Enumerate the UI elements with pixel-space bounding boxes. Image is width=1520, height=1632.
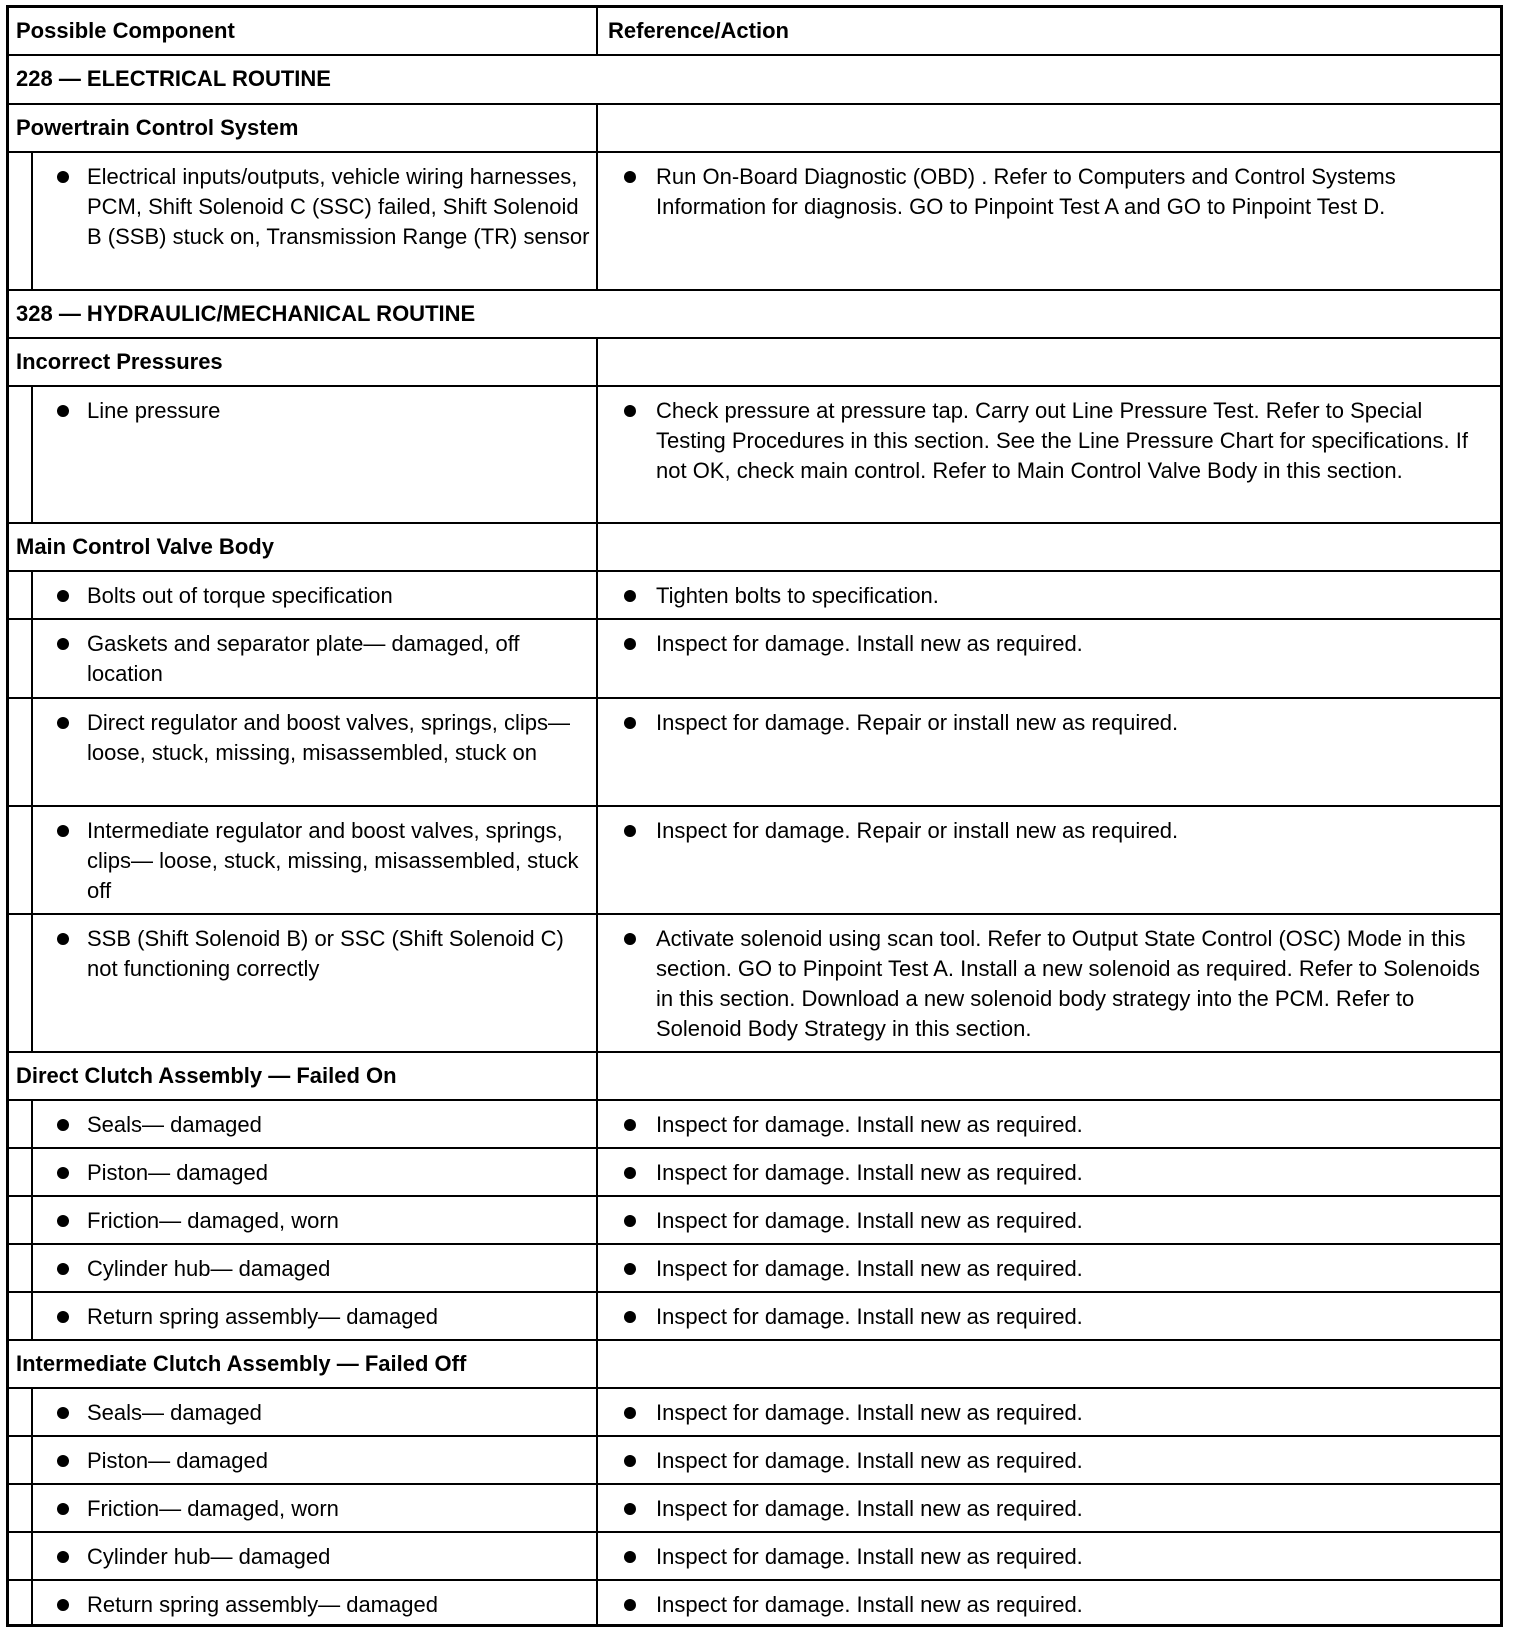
action-cell bbox=[598, 1101, 1500, 1147]
component-text: Cylinder hub— damaged bbox=[87, 1544, 331, 1569]
component-text: Intermediate regulator and boost valves, springs, clips— loose, stuck, missing, misassembled, stuck off bbox=[87, 818, 579, 903]
table-row bbox=[9, 618, 1500, 697]
component-cell bbox=[9, 1149, 598, 1195]
group-header-row bbox=[9, 103, 1500, 151]
action-text: Tighten bolts to specification. bbox=[656, 583, 939, 608]
table-row bbox=[9, 1483, 1500, 1531]
action-text: Inspect for damage. Install new as required. bbox=[656, 1112, 1083, 1137]
section-header-cell bbox=[9, 291, 1500, 337]
table-row bbox=[9, 697, 1500, 805]
group-header-empty-cell bbox=[598, 1341, 1500, 1387]
action-cell bbox=[598, 1197, 1500, 1243]
bullet-icon bbox=[57, 825, 69, 837]
group-header-row bbox=[9, 1051, 1500, 1099]
group-header-cell bbox=[9, 339, 598, 385]
component-text: Direct regulator and boost valves, springs, clips— loose, stuck, missing, misassembled, stuck on bbox=[87, 710, 570, 765]
component-text: Return spring assembly— damaged bbox=[87, 1304, 438, 1329]
group-header-cell bbox=[9, 524, 598, 570]
bullet-icon bbox=[57, 1551, 69, 1563]
bullet-icon bbox=[57, 933, 69, 945]
bullet-icon bbox=[57, 638, 69, 650]
action-text: Inspect for damage. Install new as required. bbox=[656, 1448, 1083, 1473]
action-cell bbox=[598, 1149, 1500, 1195]
table-row bbox=[9, 1099, 1500, 1147]
action-cell bbox=[598, 1389, 1500, 1435]
table-row bbox=[9, 913, 1500, 1051]
bullet-icon bbox=[57, 717, 69, 729]
group-header-row bbox=[9, 522, 1500, 570]
action-cell bbox=[598, 699, 1500, 805]
component-cell bbox=[9, 1197, 598, 1243]
table-row bbox=[9, 1291, 1500, 1339]
component-cell bbox=[9, 1101, 598, 1147]
bullet-icon bbox=[57, 171, 69, 183]
component-cell bbox=[9, 1245, 598, 1291]
table-body bbox=[9, 54, 1500, 1624]
bullet-icon bbox=[57, 1215, 69, 1227]
bullet-icon bbox=[624, 1167, 636, 1179]
component-cell bbox=[9, 1293, 598, 1339]
section-title: 328 — HYDRAULIC/MECHANICAL ROUTINE bbox=[16, 301, 476, 326]
component-cell bbox=[9, 699, 598, 805]
action-text: Run On-Board Diagnostic (OBD) . Refer to Computers and Control Systems Information for diagnosis. GO to Pinpoint Test A and GO to Pinpoint Test D. bbox=[656, 164, 1396, 219]
component-text: Gaskets and separator plate— damaged, off location bbox=[87, 631, 520, 686]
component-cell bbox=[9, 1437, 598, 1483]
bullet-icon bbox=[624, 1311, 636, 1323]
column-header-component-label: Possible Component bbox=[16, 18, 235, 43]
component-text: Piston— damaged bbox=[87, 1448, 268, 1473]
action-text: Inspect for damage. Repair or install new as required. bbox=[656, 710, 1179, 735]
group-title: Intermediate Clutch Assembly — Failed Off bbox=[16, 1351, 467, 1376]
action-text: Inspect for damage. Install new as required. bbox=[656, 1400, 1083, 1425]
group-header-cell bbox=[9, 1053, 598, 1099]
bullet-icon bbox=[624, 1599, 636, 1611]
bullet-icon bbox=[57, 1599, 69, 1611]
bullet-icon bbox=[57, 405, 69, 417]
group-header-empty-cell bbox=[598, 1053, 1500, 1099]
table-row bbox=[9, 1387, 1500, 1435]
component-cell bbox=[9, 807, 598, 913]
action-text: Check pressure at pressure tap. Carry out Line Pressure Test. Refer to Special Testing Procedures in this section. See the Line Pressure Chart for specifications. If not OK, check main control. Refer to Main Control Valve Body in this section. bbox=[656, 398, 1468, 483]
group-title: Direct Clutch Assembly — Failed On bbox=[16, 1063, 397, 1088]
action-cell bbox=[598, 807, 1500, 913]
component-cell bbox=[9, 915, 598, 1051]
component-cell bbox=[9, 1581, 598, 1624]
action-text: Inspect for damage. Install new as required. bbox=[656, 1544, 1083, 1569]
bullet-icon bbox=[57, 1455, 69, 1467]
action-text: Inspect for damage. Install new as required. bbox=[656, 1208, 1083, 1233]
bullet-icon bbox=[57, 590, 69, 602]
section-header-cell bbox=[9, 56, 1500, 103]
bullet-icon bbox=[624, 405, 636, 417]
component-text: Line pressure bbox=[87, 398, 221, 423]
component-cell bbox=[9, 1533, 598, 1579]
table-row bbox=[9, 1435, 1500, 1483]
bullet-icon bbox=[57, 1503, 69, 1515]
section-header-row bbox=[9, 289, 1500, 337]
diagnostic-table bbox=[6, 5, 1503, 1627]
component-text: Return spring assembly— damaged bbox=[87, 1592, 438, 1617]
group-title: Main Control Valve Body bbox=[16, 534, 274, 559]
bullet-icon bbox=[624, 171, 636, 183]
column-header-action bbox=[598, 8, 1500, 54]
action-cell bbox=[598, 915, 1500, 1051]
group-title: Powertrain Control System bbox=[16, 115, 299, 140]
action-cell bbox=[598, 572, 1500, 618]
action-text: Activate solenoid using scan tool. Refer to Output State Control (OSC) Mode in this section. GO to Pinpoint Test A. Install a new solenoid as required. Refer to Solenoids in this section. Download a new solenoid body strategy into the PCM. Refer to Solenoid Body Strategy in this section. bbox=[656, 926, 1480, 1041]
component-cell bbox=[9, 572, 598, 618]
group-header-row bbox=[9, 1339, 1500, 1387]
component-text: SSB (Shift Solenoid B) or SSC (Shift Solenoid C) not functioning correctly bbox=[87, 926, 564, 981]
table-header-row bbox=[9, 8, 1500, 54]
action-text: Inspect for damage. Install new as required. bbox=[656, 1160, 1083, 1185]
action-cell bbox=[598, 387, 1500, 522]
action-cell bbox=[598, 1245, 1500, 1291]
bullet-icon bbox=[57, 1407, 69, 1419]
column-header-component bbox=[9, 8, 598, 54]
group-header-empty-cell bbox=[598, 524, 1500, 570]
bullet-icon bbox=[624, 638, 636, 650]
action-cell bbox=[598, 1533, 1500, 1579]
table-row bbox=[9, 151, 1500, 289]
component-cell bbox=[9, 1485, 598, 1531]
group-header-empty-cell bbox=[598, 339, 1500, 385]
component-text: Seals— damaged bbox=[87, 1400, 262, 1425]
bullet-icon bbox=[624, 1455, 636, 1467]
bullet-icon bbox=[624, 1263, 636, 1275]
bullet-icon bbox=[624, 1119, 636, 1131]
table-row bbox=[9, 570, 1500, 618]
bullet-icon bbox=[624, 933, 636, 945]
bullet-icon bbox=[624, 1551, 636, 1563]
component-text: Friction— damaged, worn bbox=[87, 1496, 339, 1521]
component-cell bbox=[9, 153, 598, 289]
action-text: Inspect for damage. Install new as required. bbox=[656, 1304, 1083, 1329]
bullet-icon bbox=[624, 1215, 636, 1227]
component-cell bbox=[9, 620, 598, 697]
bullet-icon bbox=[624, 717, 636, 729]
section-title: 228 — ELECTRICAL ROUTINE bbox=[16, 66, 331, 91]
table-row bbox=[9, 1195, 1500, 1243]
column-header-action-label: Reference/Action bbox=[608, 18, 789, 43]
bullet-icon bbox=[57, 1311, 69, 1323]
action-cell bbox=[598, 1293, 1500, 1339]
table-row bbox=[9, 385, 1500, 522]
table-row bbox=[9, 805, 1500, 913]
section-header-row bbox=[9, 54, 1500, 103]
bullet-icon bbox=[624, 590, 636, 602]
component-text: Cylinder hub— damaged bbox=[87, 1256, 331, 1281]
component-text: Piston— damaged bbox=[87, 1160, 268, 1185]
bullet-icon bbox=[57, 1167, 69, 1179]
table-row bbox=[9, 1579, 1500, 1624]
group-header-cell bbox=[9, 1341, 598, 1387]
table-row bbox=[9, 1531, 1500, 1579]
component-cell bbox=[9, 1389, 598, 1435]
group-title: Incorrect Pressures bbox=[16, 349, 223, 374]
bullet-icon bbox=[624, 1407, 636, 1419]
group-header-empty-cell bbox=[598, 105, 1500, 151]
action-cell bbox=[598, 620, 1500, 697]
bullet-icon bbox=[57, 1263, 69, 1275]
action-cell bbox=[598, 1437, 1500, 1483]
bullet-icon bbox=[624, 1503, 636, 1515]
table-row bbox=[9, 1243, 1500, 1291]
action-cell bbox=[598, 1581, 1500, 1624]
bullet-icon bbox=[57, 1119, 69, 1131]
component-text: Friction— damaged, worn bbox=[87, 1208, 339, 1233]
bullet-icon bbox=[624, 825, 636, 837]
component-text: Seals— damaged bbox=[87, 1112, 262, 1137]
action-text: Inspect for damage. Install new as required. bbox=[656, 1256, 1083, 1281]
action-cell bbox=[598, 153, 1500, 289]
table-row bbox=[9, 1147, 1500, 1195]
action-cell bbox=[598, 1485, 1500, 1531]
group-header-cell bbox=[9, 105, 598, 151]
group-header-row bbox=[9, 337, 1500, 385]
action-text: Inspect for damage. Install new as required. bbox=[656, 631, 1083, 656]
component-cell bbox=[9, 387, 598, 522]
action-text: Inspect for damage. Install new as required. bbox=[656, 1592, 1083, 1617]
action-text: Inspect for damage. Install new as required. bbox=[656, 1496, 1083, 1521]
component-text: Electrical inputs/outputs, vehicle wiring harnesses, PCM, Shift Solenoid C (SSC) failed, Shift Solenoid B (SSB) stuck on, Transmission Range (TR) sensor bbox=[87, 164, 590, 249]
component-text: Bolts out of torque specification bbox=[87, 583, 393, 608]
action-text: Inspect for damage. Repair or install new as required. bbox=[656, 818, 1179, 843]
